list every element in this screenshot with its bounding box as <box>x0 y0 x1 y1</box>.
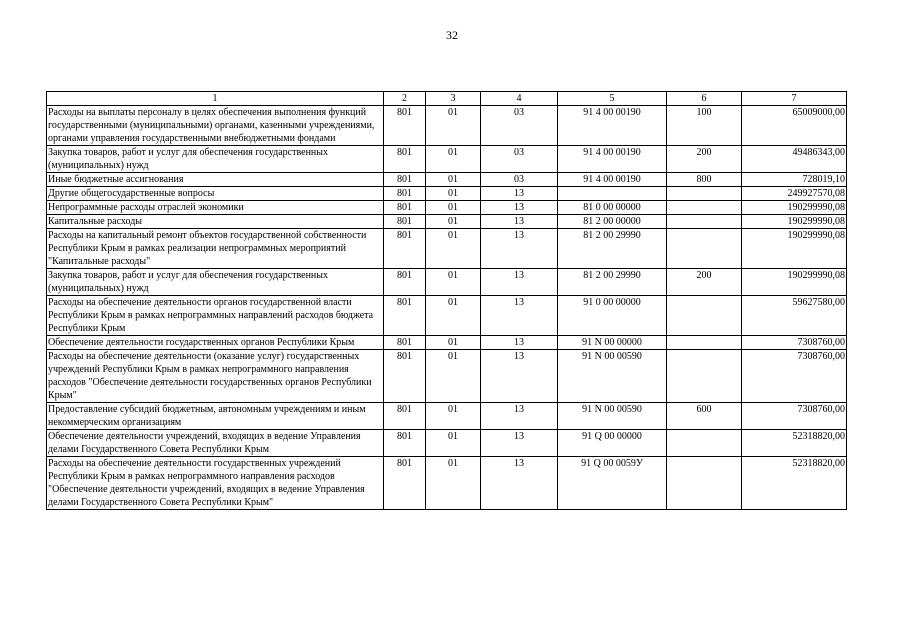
row-target-article-cell: 91 0 00 00000 <box>558 296 667 336</box>
row-name-cell: Обеспечение деятельности учреждений, входящих в ведение Управления делами Государственного Совета Республики Крым <box>47 430 384 457</box>
table-row <box>47 201 847 215</box>
row-code-cell: 801 <box>384 146 426 173</box>
row-code-cell: 801 <box>384 229 426 269</box>
row-expense-type-cell <box>667 215 742 229</box>
row-subsection-cell: 13 <box>481 403 558 430</box>
row-section-cell: 01 <box>426 187 481 201</box>
row-target-article-cell: 81 2 00 29990 <box>558 229 667 269</box>
row-section-cell: 01 <box>426 146 481 173</box>
row-amount-cell: 52318820,00 <box>742 430 847 457</box>
table-row <box>47 457 847 510</box>
row-subsection-cell: 13 <box>481 201 558 215</box>
row-subsection-cell: 13 <box>481 215 558 229</box>
row-subsection-cell: 03 <box>481 146 558 173</box>
row-section-cell: 01 <box>426 430 481 457</box>
row-amount-cell: 190299990,08 <box>742 269 847 296</box>
header-cell-5: 5 <box>558 92 667 106</box>
row-expense-type-cell: 800 <box>667 173 742 187</box>
header-cell-2: 2 <box>384 92 426 106</box>
row-name-cell: Расходы на обеспечение деятельности (оказание услуг) государственных учреждений Республики Крым в рамках непрограммного направления расходов "Обеспечение деятельности государственных органов Республики Крым" <box>47 350 384 403</box>
row-subsection-cell: 13 <box>481 350 558 403</box>
row-code-cell: 801 <box>384 215 426 229</box>
row-expense-type-cell <box>667 430 742 457</box>
row-target-article-cell: 91 N 00 00590 <box>558 350 667 403</box>
row-name-cell: Другие общегосударственные вопросы <box>47 187 384 201</box>
table-row <box>47 350 847 403</box>
row-amount-cell: 7308760,00 <box>742 403 847 430</box>
row-code-cell: 801 <box>384 173 426 187</box>
row-amount-cell: 7308760,00 <box>742 336 847 350</box>
row-expense-type-cell: 600 <box>667 403 742 430</box>
header-cell-4: 4 <box>481 92 558 106</box>
row-expense-type-cell <box>667 350 742 403</box>
row-amount-cell: 7308760,00 <box>742 350 847 403</box>
row-expense-type-cell <box>667 229 742 269</box>
row-target-article-cell: 91 N 00 00000 <box>558 336 667 350</box>
row-name-cell: Расходы на обеспечение деятельности органов государственной власти Республики Крым в рамках непрограммных направлений расходов бюджета Республики Крым <box>47 296 384 336</box>
row-code-cell: 801 <box>384 106 426 146</box>
header-cell-6: 6 <box>667 92 742 106</box>
table-row <box>47 173 847 187</box>
row-code-cell: 801 <box>384 187 426 201</box>
row-amount-cell: 49486343,00 <box>742 146 847 173</box>
row-name-cell: Предоставление субсидий бюджетным, автономным учреждениям и иным некоммерческим организациям <box>47 403 384 430</box>
row-subsection-cell: 13 <box>481 457 558 510</box>
header-cell-3: 3 <box>426 92 481 106</box>
row-code-cell: 801 <box>384 296 426 336</box>
row-amount-cell: 52318820,00 <box>742 457 847 510</box>
row-amount-cell: 65009000,00 <box>742 106 847 146</box>
row-amount-cell: 190299990,08 <box>742 229 847 269</box>
row-code-cell: 801 <box>384 201 426 215</box>
header-cell-1: 1 <box>47 92 384 106</box>
row-target-article-cell: 91 N 00 00590 <box>558 403 667 430</box>
row-subsection-cell: 13 <box>481 269 558 296</box>
row-target-article-cell: 81 0 00 00000 <box>558 201 667 215</box>
row-expense-type-cell <box>667 336 742 350</box>
row-amount-cell: 728019,10 <box>742 173 847 187</box>
row-amount-cell: 190299990,08 <box>742 215 847 229</box>
row-target-article-cell: 81 2 00 29990 <box>558 269 667 296</box>
table-row <box>47 296 847 336</box>
row-code-cell: 801 <box>384 403 426 430</box>
row-code-cell: 801 <box>384 269 426 296</box>
page-number: 32 <box>446 28 458 42</box>
row-section-cell: 01 <box>426 201 481 215</box>
row-name-cell: Закупка товаров, работ и услуг для обеспечения государственных (муниципальных) нужд <box>47 146 384 173</box>
row-section-cell: 01 <box>426 403 481 430</box>
row-section-cell: 01 <box>426 457 481 510</box>
row-name-cell: Капитальные расходы <box>47 215 384 229</box>
row-name-cell: Расходы на выплаты персоналу в целях обеспечения выполнения функций государственными (муниципальными) органами, казенными учреждениями, органами управления государственными внебюджетными фондами <box>47 106 384 146</box>
row-name-cell: Непрограммные расходы отраслей экономики <box>47 201 384 215</box>
row-subsection-cell: 13 <box>481 336 558 350</box>
row-code-cell: 801 <box>384 457 426 510</box>
row-section-cell: 01 <box>426 350 481 403</box>
table-row <box>47 146 847 173</box>
row-name-cell: Обеспечение деятельности государственных органов Республики Крым <box>47 336 384 350</box>
row-subsection-cell: 13 <box>481 187 558 201</box>
row-name-cell: Иные бюджетные ассигнования <box>47 173 384 187</box>
row-amount-cell: 249927570,08 <box>742 187 847 201</box>
row-expense-type-cell <box>667 457 742 510</box>
row-code-cell: 801 <box>384 336 426 350</box>
row-section-cell: 01 <box>426 106 481 146</box>
row-name-cell: Расходы на капитальный ремонт объектов государственной собственности Республики Крым в рамках реализации непрограммных мероприятий "Капитальные расходы" <box>47 229 384 269</box>
row-target-article-cell: 91 4 00 00190 <box>558 173 667 187</box>
row-target-article-cell: 91 4 00 00190 <box>558 146 667 173</box>
row-target-article-cell <box>558 187 667 201</box>
row-expense-type-cell: 200 <box>667 269 742 296</box>
row-target-article-cell: 91 Q 00 00000 <box>558 430 667 457</box>
table-row <box>47 187 847 201</box>
row-subsection-cell: 13 <box>481 229 558 269</box>
row-code-cell: 801 <box>384 350 426 403</box>
row-target-article-cell: 81 2 00 00000 <box>558 215 667 229</box>
row-name-cell: Расходы на обеспечение деятельности государственных учреждений Республики Крым в рамках непрограммного направления расходов "Обеспечение деятельности учреждений, входящих в ведение Управления делами Государственного Совета Республики Крым" <box>47 457 384 510</box>
row-code-cell: 801 <box>384 430 426 457</box>
table-row <box>47 215 847 229</box>
row-expense-type-cell: 100 <box>667 106 742 146</box>
row-section-cell: 01 <box>426 296 481 336</box>
row-section-cell: 01 <box>426 336 481 350</box>
budget-table <box>46 91 847 510</box>
row-subsection-cell: 03 <box>481 173 558 187</box>
row-amount-cell: 59627580,00 <box>742 296 847 336</box>
row-target-article-cell: 91 Q 00 0059У <box>558 457 667 510</box>
row-expense-type-cell <box>667 187 742 201</box>
row-subsection-cell: 03 <box>481 106 558 146</box>
row-expense-type-cell <box>667 201 742 215</box>
row-section-cell: 01 <box>426 173 481 187</box>
table-row <box>47 269 847 296</box>
table-row <box>47 106 847 146</box>
row-section-cell: 01 <box>426 215 481 229</box>
header-row <box>47 92 847 106</box>
header-cell-7: 7 <box>742 92 847 106</box>
row-subsection-cell: 13 <box>481 296 558 336</box>
row-amount-cell: 190299990,08 <box>742 201 847 215</box>
row-section-cell: 01 <box>426 229 481 269</box>
row-expense-type-cell: 200 <box>667 146 742 173</box>
row-name-cell: Закупка товаров, работ и услуг для обеспечения государственных (муниципальных) нужд <box>47 269 384 296</box>
table-row <box>47 336 847 350</box>
table-row <box>47 403 847 430</box>
row-target-article-cell: 91 4 00 00190 <box>558 106 667 146</box>
table-row <box>47 430 847 457</box>
row-expense-type-cell <box>667 296 742 336</box>
row-subsection-cell: 13 <box>481 430 558 457</box>
row-section-cell: 01 <box>426 269 481 296</box>
table-row <box>47 229 847 269</box>
